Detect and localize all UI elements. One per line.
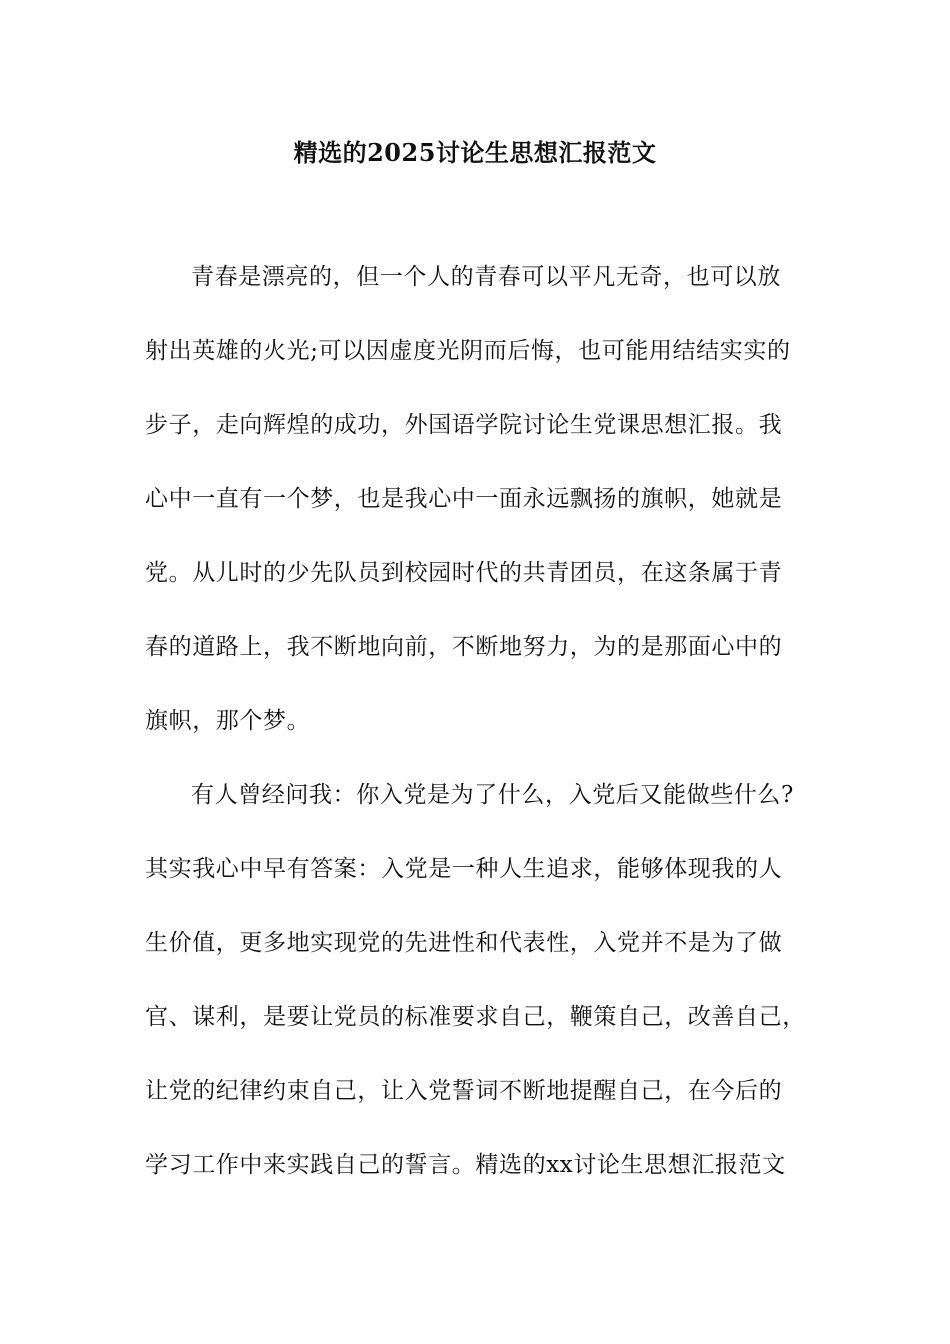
paragraph-1-line-5: 党。从儿时的少先队员到校园时代的共青团员，在这条属于青 bbox=[145, 560, 783, 586]
paragraph-2-line-1: 有人曾经问我：你入党是为了什么，入党后又能做些什么? bbox=[191, 782, 794, 808]
paragraph-2-line-2: 其实我心中早有答案：入党是一种人生追求，能够体现我的人 bbox=[145, 856, 783, 882]
paragraph-1-line-7: 旗帜，那个梦。 bbox=[145, 708, 311, 734]
paragraph-2-line-6: 学习工作中来实践自己的誓言。精选的xx讨论生思想汇报范文 bbox=[145, 1152, 786, 1178]
paragraph-2-line-3: 生价值，更多地实现党的先进性和代表性，入党并不是为了做 bbox=[145, 930, 783, 956]
paragraph-1-line-6: 春的道路上，我不断地向前，不断地努力，为的是那面心中的 bbox=[145, 634, 783, 660]
paragraph-1-line-1: 青春是漂亮的，但一个人的青春可以平凡无奇，也可以放 bbox=[191, 264, 781, 290]
paragraph-1-line-3: 步子，走向辉煌的成功，外国语学院讨论生党课思想汇报。我 bbox=[145, 412, 783, 438]
paragraph-2-line-5: 让党的纪律约束自己，让入党誓词不断地提醒自己，在今后的 bbox=[145, 1078, 783, 1104]
document-title: 精选的2025讨论生思想汇报范文 bbox=[293, 138, 657, 167]
paragraph-2-line-4: 官、谋利，是要让党员的标准要求自己，鞭策自己，改善自己， bbox=[145, 1004, 806, 1030]
paragraph-1-line-4: 心中一直有一个梦，也是我心中一面永远飘扬的旗帜，她就是 bbox=[145, 486, 783, 512]
paragraph-1-line-2: 射出英雄的火光;可以因虚度光阴而后悔，也可能用结结实实的 bbox=[145, 338, 791, 364]
